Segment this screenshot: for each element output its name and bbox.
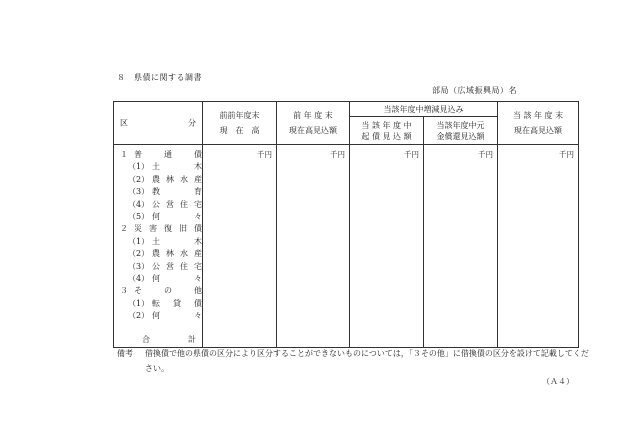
kubun-row: （1） 転 貸 債 [128, 298, 202, 308]
unit-col1: 千円 [203, 145, 277, 348]
kubun-row: （3） 公 営 住 宅 [128, 261, 202, 271]
kubun-row: （4） 何 々 [128, 273, 202, 283]
kubun-rows [114, 145, 203, 348]
kubun-row: （3） 教 育 [128, 187, 202, 197]
remarks [117, 346, 593, 376]
department-label: 部局（広域振興局）名 [432, 86, 517, 95]
header-col5: 当 該 年 度 末 現在高見込額 [498, 102, 579, 145]
header-group: 当該年度中増減見込み [350, 102, 498, 117]
kubun-row: （2） 何 々 [128, 311, 202, 321]
kubun-row: （1） 土 木 [128, 162, 202, 172]
bond-table [113, 101, 579, 348]
paper-size-label: （Ａ４） [542, 377, 574, 386]
page-title: ８ 県債に関する調書 [117, 73, 202, 82]
remarks-label: 備考 [117, 349, 133, 358]
kubun-row: １ 普 通 債 [120, 150, 202, 159]
header-col2: 前 年 度 末 現在高見込額 [277, 102, 350, 145]
kubun-row: （1） 土 木 [128, 236, 202, 246]
unit-col3: 千円 [350, 145, 424, 348]
unit-col2: 千円 [277, 145, 350, 348]
kubun-row: （5） 何 々 [128, 211, 202, 221]
header-kubun: 区 分 [114, 102, 203, 145]
kubun-row: （4） 公 営 住 宅 [128, 199, 202, 209]
header-col4: 当該年度中元 金償還見込額 [424, 117, 498, 145]
kubun-row: ２ 災 害 復 旧 債 [120, 224, 202, 234]
header-col3: 当 該 年 度 中 起 債 見 込 額 [350, 117, 424, 145]
unit-col5: 千円 [498, 145, 579, 348]
header-col1: 前前年度末 現 在 高 [203, 102, 277, 145]
kubun-row: （2） 農 林 水 産 [128, 249, 202, 259]
remarks-text: 借換債で他の県債の区分により区分することができないものについては，「３その他」に借換債の区分を設けて記載してください。 [145, 349, 589, 373]
kubun-row: ３ そ の 他 [120, 286, 202, 296]
total-row: 合 計 [142, 335, 196, 345]
kubun-row: （2） 農 林 水 産 [128, 174, 202, 184]
unit-col4: 千円 [424, 145, 498, 348]
